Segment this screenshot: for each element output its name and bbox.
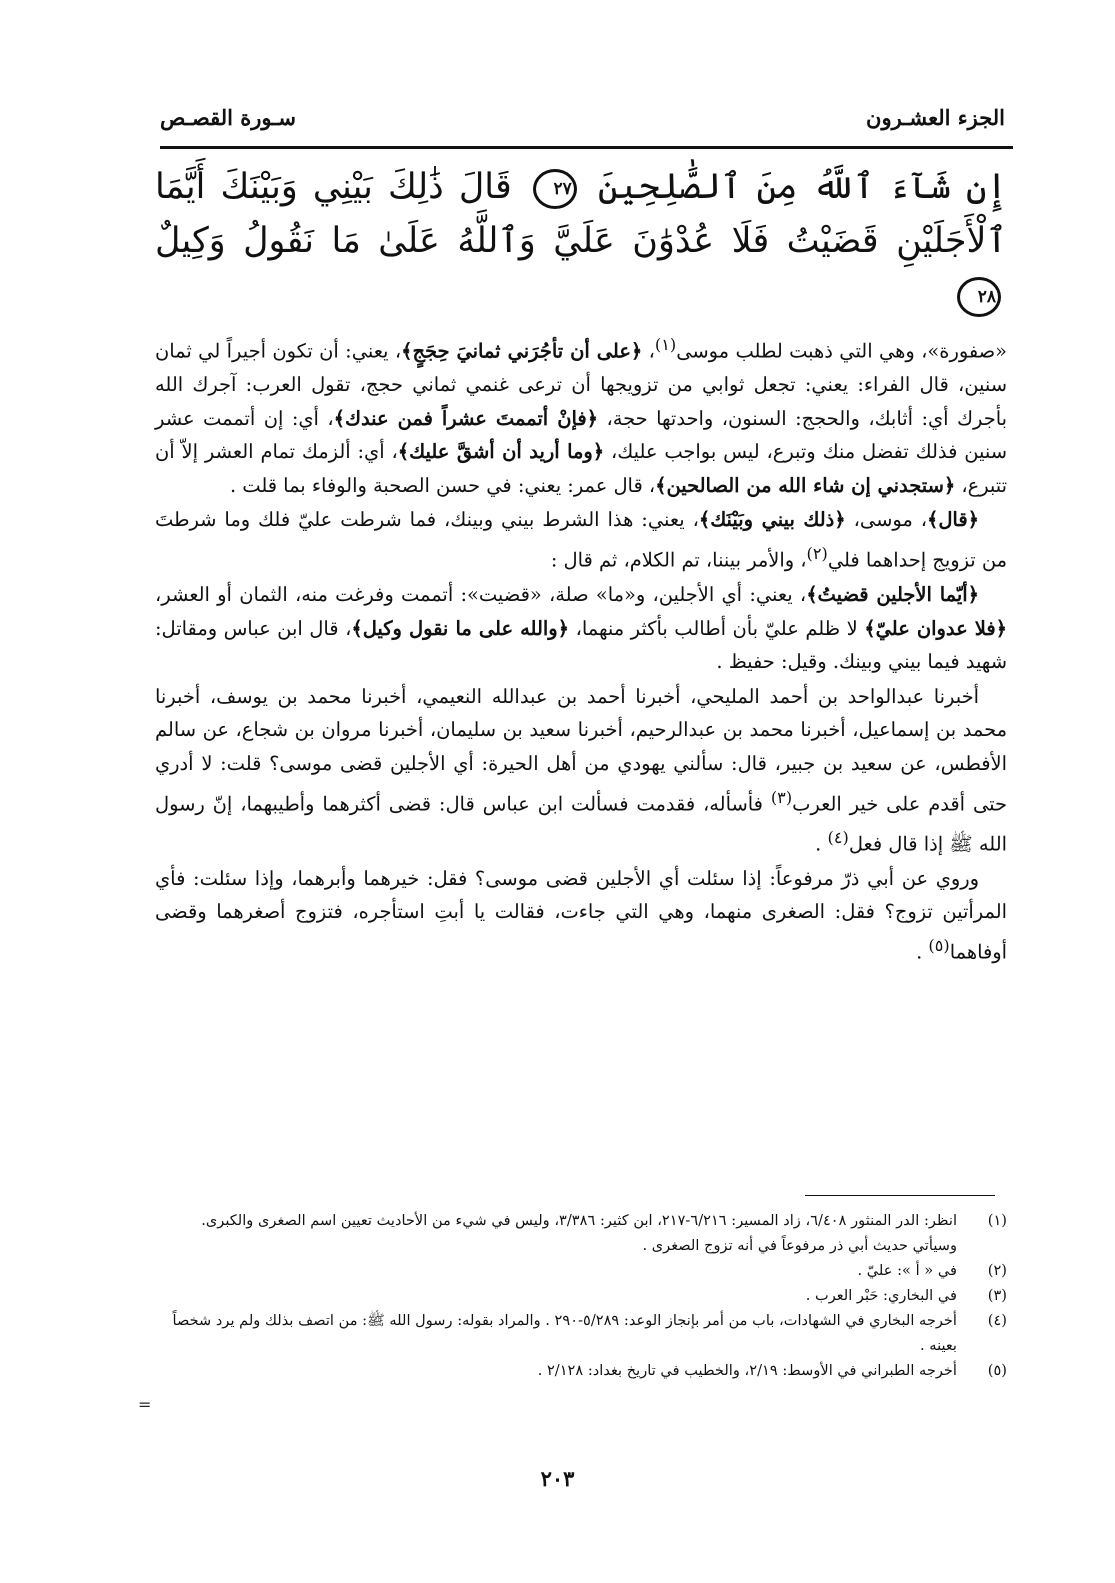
tafsir-commentary xyxy=(155,328,1007,970)
footnote-text: أخرجه الطبراني في الأوسط: ٢/١٩، والخطيب في تاريخ بغداد: ٢/١٢٨ . xyxy=(537,1362,957,1379)
text: ، موسى، xyxy=(845,508,927,532)
text: «صفورة»، وهي التي ذهبت لطلب موسى xyxy=(676,339,1007,363)
paragraph xyxy=(155,503,1007,577)
page-number: ٢٠٣ xyxy=(540,1466,575,1491)
paragraph xyxy=(155,578,1007,679)
footnote-text: في « أ »: عليّ . xyxy=(857,1262,957,1279)
footnote-rule xyxy=(805,1195,995,1196)
text: . xyxy=(815,832,828,856)
text: ، قال عمر: يعني: في حسن الصحبة والوفاء بما قلت . xyxy=(229,473,656,497)
paragraph xyxy=(155,680,1007,861)
quoted-verse: ﴿ذلك بيني وبَيْنَك﴾ xyxy=(698,508,846,532)
quoted-verse: ﴿أيّما الأجلين قضيتُ﴾ xyxy=(806,583,979,607)
text: ، يعني: أن تكون أجيراً لي ثمان سنين، قال الفراء: يعني: تجعل ثوابي من تزويجها أن ترعى غنمي ثماني حجج، تقول العرب: آجرك الله بأجرك أي: أثابك، والحجج: السنون، واحدتها حجة، xyxy=(155,339,1007,430)
footnote-text: أخرجه البخاري في الشهادات، باب من أمر بإنجاز الوعد: ٥/٢٨٩-٢٩٠ . والمراد بقوله: رسول الله ﷺ: من اتصف بذلك ولم يرد شخصاً بعينه . xyxy=(172,1312,957,1354)
footnote-ref: (٥) xyxy=(928,935,950,955)
text: ، والأمر بيننا، تم الكلام، ثم قال : xyxy=(550,548,807,572)
quoted-verse: ﴿والله على ما نقول وكيل﴾ xyxy=(351,616,570,640)
footnote-ref: (٤) xyxy=(827,827,849,847)
footnote-ref: (١) xyxy=(654,335,677,354)
footnote-number: (٤) xyxy=(987,1312,1007,1329)
text: لا ظلم عليّ بأن أطالب بأكثر منهما، xyxy=(569,616,865,640)
quoted-verse: ﴿وما أريد أن أشقَّ عليك﴾ xyxy=(397,440,605,464)
ayah-number-28: ٢٨ xyxy=(957,277,1001,317)
paragraph xyxy=(155,862,1007,969)
verse-text: قَالَ ذَٰلِكَ بَيْنِي وَبَيْنَكَ أَيَّمَا ٱلْأَجَلَيْنِ قَضَيْتُ فَلَا عُدْوَٰنَ عَلَيَّ وَٱللَّهُ عَلَىٰ مَا نَقُولُ وَكِيلٌ xyxy=(155,167,1007,261)
footnote xyxy=(158,1308,1007,1358)
surah-title: سـورة القصـص xyxy=(160,104,296,130)
text: ، قال ابن عباس ومقاتل: شهيد فيما بيني وبينك. وقيل: حفيظ . xyxy=(155,616,1007,674)
footnote xyxy=(158,1358,1007,1383)
quran-verses xyxy=(155,160,1007,322)
text: وروي عن أبي ذرّ مرفوعاً: إذا سئلت أي الأجلين قضى موسى؟ فقل: خيرهما وأبرهما، وإذا سئلت: فأي المرأتين تزوج؟ فقل: الصغرى منهما، وهي التي جاءت، فقالت يا أبتِ استأجره، فتزوج أصغرهما وقضى أوفاهما xyxy=(155,866,1007,964)
footnote-ref: (٣) xyxy=(770,787,793,807)
quoted-verse: ﴿فلا عدوان عليّ﴾ xyxy=(864,616,1007,640)
text: ، xyxy=(642,339,655,363)
quoted-verse: ﴿فإنْ أتممتَ عشراً فمن عندك﴾ xyxy=(333,406,598,430)
ayah-number-27: ٢٧ xyxy=(533,169,577,209)
text: أخبرنا عبدالواحد بن أحمد المليحي، أخبرنا أحمد بن عبدالله النعيمي، أخبرنا محمد بن يوسف، أخبرنا محمد بن إسماعيل، أخبرنا محمد بن عبدالرحيم، أخبرنا سعيد بن سليمان، أخبرنا مروان بن شجاع، عن سالم الأفطس، عن سعيد بن جبير، قال: سألني يهودي من أهل الحيرة: أي الأجلين قضى موسى؟ قلت: لا أدري حتى أقدم على خير العرب xyxy=(155,684,1007,816)
text: . xyxy=(916,940,929,964)
footnote-number: (٥) xyxy=(987,1362,1007,1379)
text: ، أي: إن أتممت عشر سنين فذلك تفضل منك وتبرع، ليس بواجب عليك، xyxy=(155,406,1007,464)
footnote xyxy=(158,1283,1007,1308)
text: ، يعني: أي الأجلين، و«ما» صلة، «قضيت»: أتممت وفرغت منه، الثمان أو العشر، xyxy=(155,583,807,607)
footnotes xyxy=(158,1208,1007,1383)
verse-text: إِن شَآءَ ٱللَّهُ مِنَ ٱلصَّٰلِحِينَ xyxy=(597,167,1007,207)
footnote-text: في البخاري: حَبْر العرب . xyxy=(805,1287,957,1304)
part-title: الجزء العشـرون xyxy=(866,104,1005,130)
footnote xyxy=(158,1208,1007,1258)
footnote-number: (١) xyxy=(987,1212,1007,1229)
running-header xyxy=(160,92,1005,142)
paragraph xyxy=(155,328,1007,502)
quoted-verse: ﴿على أن تأجُرَني ثمانيَ حِجَجٍ﴾ xyxy=(401,339,643,363)
footnote-number: (٢) xyxy=(987,1262,1007,1279)
footnote-ref: (٢) xyxy=(806,544,828,564)
quoted-verse: ﴿ستجدني إن شاء الله من الصالحين﴾ xyxy=(655,473,956,497)
header-rule xyxy=(160,146,1013,149)
footnote xyxy=(158,1258,1007,1283)
quoted-verse: ﴿قال﴾ xyxy=(926,508,979,532)
text: فأسأله، فقدمت فسألت ابن عباس قال: قضى أكثرهما وأطيبهما، إنّ رسول الله ﷺ إذا قال فعل xyxy=(155,792,1007,856)
text: ، أي: ألزمك تمام العشر إلاّ أن تتبرع، xyxy=(155,440,1007,497)
margin-mark: = xyxy=(138,1395,152,1414)
footnote-text: انظر: الدر المنثور ٦/٤٠٨، زاد المسير: ٦/٢١٦-٢١٧، ابن كثير: ٣/٣٨٦، وليس في شيء من الأحاديث تعيين اسم الصغرى والكبرى. وسيأتي حديث أبي ذر مرفوعاً في أنه تزوج الصغرى . xyxy=(201,1212,957,1254)
footnote-number: (٣) xyxy=(987,1287,1007,1304)
text: ، يعني: هذا الشرط بيني وبينك، فما شرطت عليّ فلك وما شرطتَ من تزويج إحداهما فلي xyxy=(155,508,1007,572)
